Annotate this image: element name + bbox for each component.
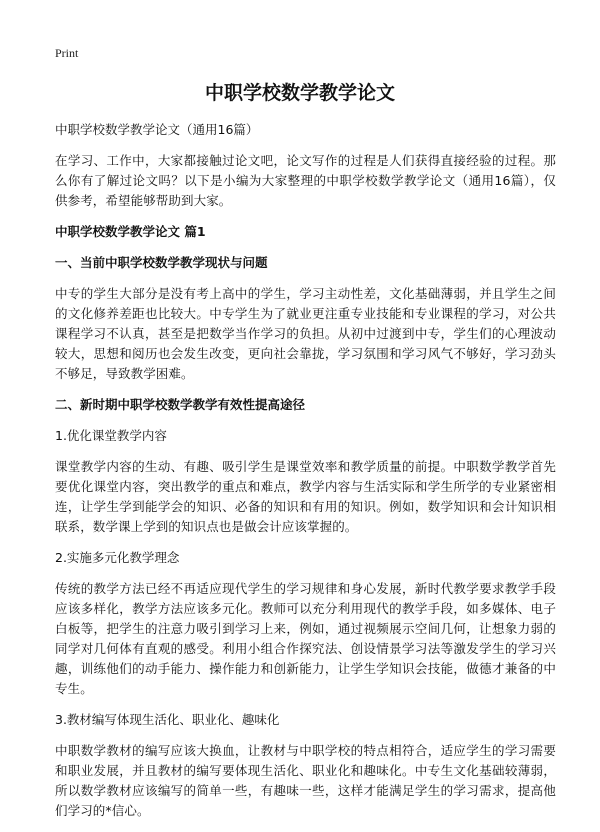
subsection-3-heading: 3.教材编写体现生活化、职业化、趣味化 [55,712,280,727]
subsection-2-heading: 2.实施多元化教学理念 [55,550,180,565]
intro-paragraph: 在学习、工作中，大家都接触过论文吧，论文写作的过程是人们获得直接经验的过程。那么你有了解过论文吗？以下是小编为大家整理的中职学校数学教学论文（通用16篇），仅供参考，希望能够帮助到大家。 [55,153,556,208]
article-subtitle: 中职学校数学教学论文（通用16篇） [55,122,259,137]
article-body [55,120,556,832]
section-2-heading: 二、新时期中职学校数学教学有效性提高途径 [55,397,306,412]
subsection-1-paragraph: 课堂教学内容的生动、有趣、吸引学生是课堂效率和教学质量的前提。中职数学教学首先要优化课堂内容，突出教学的重点和难点，教学内容与生活实际和学生所学的专业紧密相连，让学生学到能学会的知识、必备的知识和有用的知识。例如，数学知识和会计知识相联系，数学课上学到的知识点也是做会计应该掌握的。 [55,459,556,534]
section-1-heading: 一、当前中职学校数学教学现状与问题 [55,255,268,270]
print-link[interactable]: Print [55,46,79,60]
subsection-2-paragraph: 传统的教学方法已经不再适应现代学生的学习规律和身心发展，新时代教学要求教学手段应该多样化，教学方法应该多元化。教师可以充分利用现代的教学手段，如多媒体、电子白板等，把学生的注意力吸引到学习上来，例如，通过视频展示空间几何，让想象力弱的同学对几何体有直观的感受。利用小组合作探究法、创设情景学习法等激发学生的学习兴趣，训练他们的动手能力、操作能力和创新能力，让学生学知识会技能，做德才兼备的中专生。 [55,581,556,696]
subsection-3-paragraph: 中职数学教材的编写应该大换血，让教材与中职学校的特点相符合，适应学生的学习需要和职业发展，并且教材的编写要体现生活化、职业化和趣味化。中专生文化基础较薄弱，所以数学教材应该编写的简单一些，有趣味一些，这样才能满足学生的学习需求，提高他们学习的*信心。 [55,743,556,818]
part-heading: 中职学校数学教学论文 篇1 [55,224,206,239]
page-title: 中职学校数学教学论文 [204,82,395,104]
section-1-paragraph: 中专的学生大部分是没有考上高中的学生，学习主动性差，文化基础薄弱，并且学生之间的文化修养差距也比较大。中专学生为了就业更注重专业技能和专业课程的学习，对公共课程学习不认真，甚至是把数学当作学习的负担。从初中过渡到中专，学生们的心理波动较大，思想和阅历也会发生改变，更向社会靠拢，学习氛围和学习风气不够好，学习劲头不够足，导致教学困难。 [55,286,556,381]
subsection-1-heading: 1.优化课堂教学内容 [55,428,167,443]
